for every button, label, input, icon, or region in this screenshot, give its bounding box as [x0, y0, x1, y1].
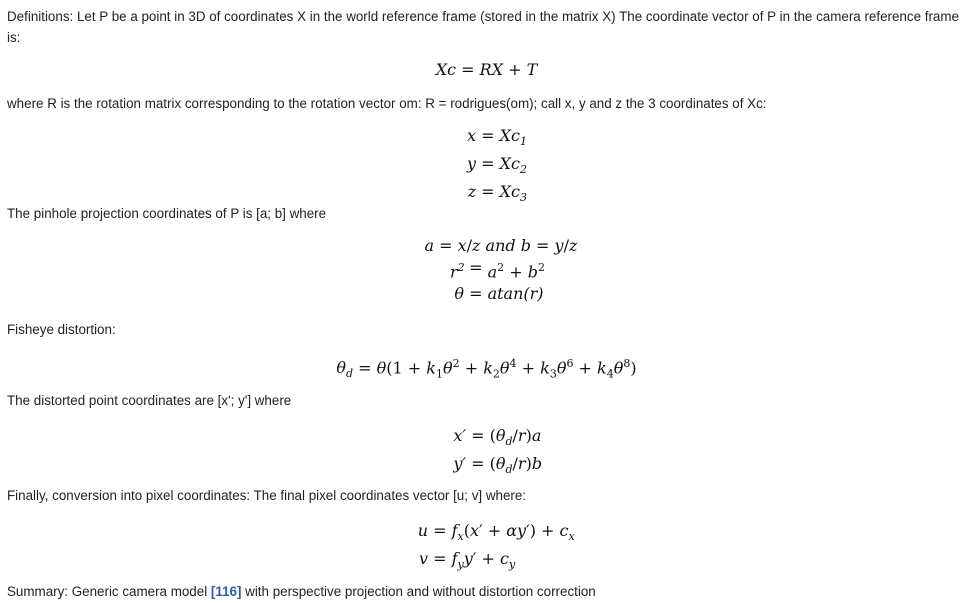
equation-v: v = $f_yy' + c_y$ [418, 549, 516, 572]
equation-theta: θ = atan(r) [454, 284, 544, 304]
equation-y-prime: y′ = $(\theta_d/r)b$ [453, 454, 543, 477]
fisheye-paragraph: Fisheye distortion: [7, 322, 116, 337]
equation-u: u = $f_x(x' + \alpha y') + c_x$ [417, 521, 575, 544]
rotation-paragraph: where R is the rotation matrix corresponding to the rotation vector om: R = rodrigues(om); call x, y and z the 3 coordinates of Xc: [7, 96, 767, 111]
equation-r-squared: $r^2$ = $a^2 + b^2$ [450, 258, 545, 282]
pixel-equation-block [414, 520, 575, 576]
distorted-equation-block [450, 425, 542, 481]
reference-link[interactable]: [116] [210, 584, 242, 599]
camera-coordinate-equation: Xc = RX + T [435, 60, 538, 79]
fisheye-equation: $\theta_d = \theta(1 + k_1\theta^2 + k_2\theta^4 + k_3\theta^6 + k_4\theta^8)$ [336, 357, 637, 381]
equation-x: x = $Xc_1$ [466, 126, 527, 149]
summary-suffix: with perspective projection and without distortion correction [241, 584, 596, 599]
equation-z: z = $Xc_3$ [467, 182, 527, 205]
coordinates-equation-block [464, 125, 527, 210]
pixel-paragraph: Finally, conversion into pixel coordinates: The final pixel coordinates vector [u; v] where: [7, 488, 527, 503]
pinhole-equation-block [420, 235, 577, 305]
pinhole-paragraph: The pinhole projection coordinates of P is [a; b] where [7, 206, 327, 221]
equation-a-b: a = x/z and b = y/z [424, 236, 578, 255]
distorted-paragraph: The distorted point coordinates are [x'; y'] where [7, 393, 292, 408]
summary-paragraph [7, 581, 596, 602]
equation-x-prime: x′ = $(\theta_d/r)a$ [453, 426, 542, 449]
summary-prefix: Summary: Generic camera model [7, 584, 211, 599]
definitions-paragraph: Definitions: Let P be a point in 3D of coordinates X in the world reference frame (stored in the matrix X) The coordinate vector of P in the camera reference frame is: [7, 9, 959, 45]
equation-y: y = $Xc_2$ [466, 154, 527, 177]
